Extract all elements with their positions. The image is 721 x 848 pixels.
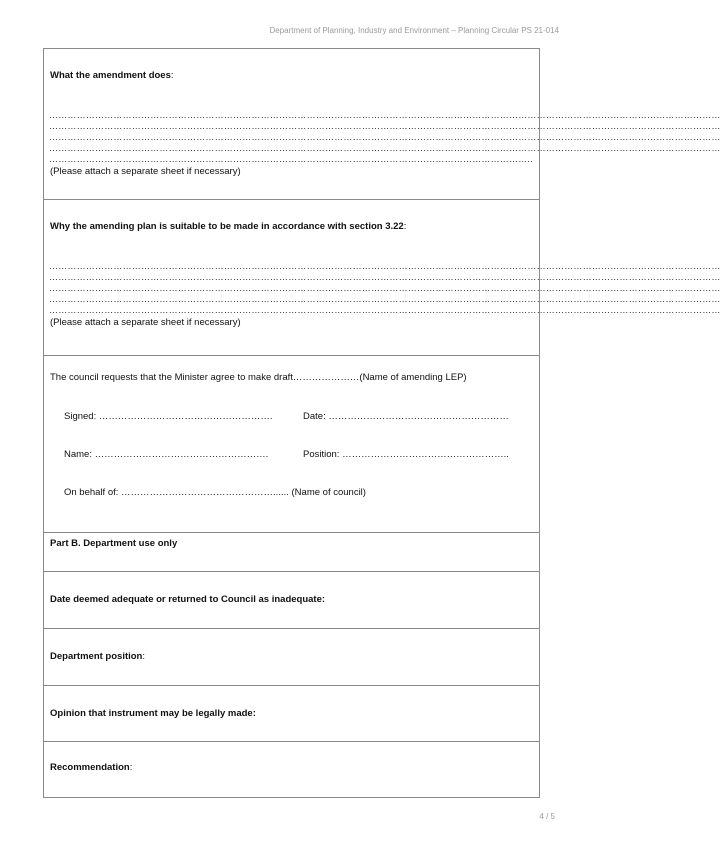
amendment-line-4[interactable]: ………………………………………………………………………………………………………………………………………………………………………………………………… [49, 143, 721, 153]
section-request [44, 356, 539, 533]
suitable-note: (Please attach a separate sheet if necessary) [50, 317, 241, 328]
page-header: Department of Planning, Industry and Environment – Planning Circular PS 21-014 [269, 26, 559, 35]
signed-field[interactable]: Signed: ………………………………………………. [64, 411, 273, 422]
date-field[interactable]: Date: ………………………………………………… [303, 411, 509, 422]
amendment-line-2[interactable]: ………………………………………………………………………………………………………………………………………………………………………………………………… [49, 121, 721, 131]
part-b-heading: Part B. Department use only [50, 538, 178, 549]
amendment-line-1[interactable]: ………………………………………………………………………………………………………………………………………………………………………………………………… [49, 110, 721, 120]
suitable-line-5[interactable]: ………………………………………………………………………………………………………………………………………………………………………………………………… [49, 305, 721, 315]
suitable-line-4[interactable]: ………………………………………………………………………………………………………………………………………………………………………………………………… [49, 294, 721, 304]
suitable-line-1[interactable]: ………………………………………………………………………………………………………………………………………………………………………………………………… [49, 261, 721, 271]
suitable-line-2[interactable]: ………………………………………………………………………………………………………………………………………………………………………………………………… [49, 272, 721, 282]
section-dept-position [44, 629, 539, 686]
suitable-heading [50, 221, 406, 232]
dept-position-colon: : [142, 651, 146, 662]
amendment-heading [50, 70, 174, 81]
amendment-note: (Please attach a separate sheet if necessary) [50, 166, 241, 177]
name-field[interactable]: Name: ………………………………………………. [64, 449, 269, 460]
suitable-line-3[interactable]: ………………………………………………………………………………………………………………………………………………………………………………………………… [49, 283, 721, 293]
amendment-line-5[interactable]: ………………………………………………………………………………………………………………………………………….. [49, 154, 533, 164]
dept-position-heading-text: Department position [50, 651, 143, 662]
section-amendment [44, 49, 721, 200]
date-deemed-heading: Date deemed adequate or returned to Council as inadequate: [50, 594, 326, 605]
section-recommendation [44, 742, 539, 798]
section-part-b [44, 533, 539, 572]
amendment-heading-colon: : [170, 70, 174, 81]
dept-position-heading [50, 651, 145, 662]
amendment-heading-text: What the amendment does [50, 70, 171, 81]
recommendation-heading [50, 762, 132, 773]
request-text: The council requests that the Minister agree to make draft…………………(Name of amending LEP) [50, 372, 467, 383]
suitable-heading-colon: : [403, 221, 407, 232]
position-field[interactable]: Position: …………………………………………….. [303, 449, 509, 460]
section-suitable [44, 200, 721, 356]
behalf-field[interactable]: On behalf of: …………………………………………...... (Name of council) [64, 487, 366, 498]
amendment-line-3[interactable]: ………………………………………………………………………………………………………………………………………………………………………………………………… [49, 132, 721, 142]
section-date-deemed [44, 572, 539, 629]
form-table [43, 48, 721, 798]
section-opinion [44, 686, 539, 742]
opinion-heading: Opinion that instrument may be legally made: [50, 708, 256, 719]
recommendation-colon: : [129, 762, 133, 773]
suitable-heading-text: Why the amending plan is suitable to be made in accordance with section 3.22 [50, 221, 404, 232]
recommendation-heading-text: Recommendation [50, 762, 130, 773]
page-number: 4 / 5 [539, 812, 555, 821]
